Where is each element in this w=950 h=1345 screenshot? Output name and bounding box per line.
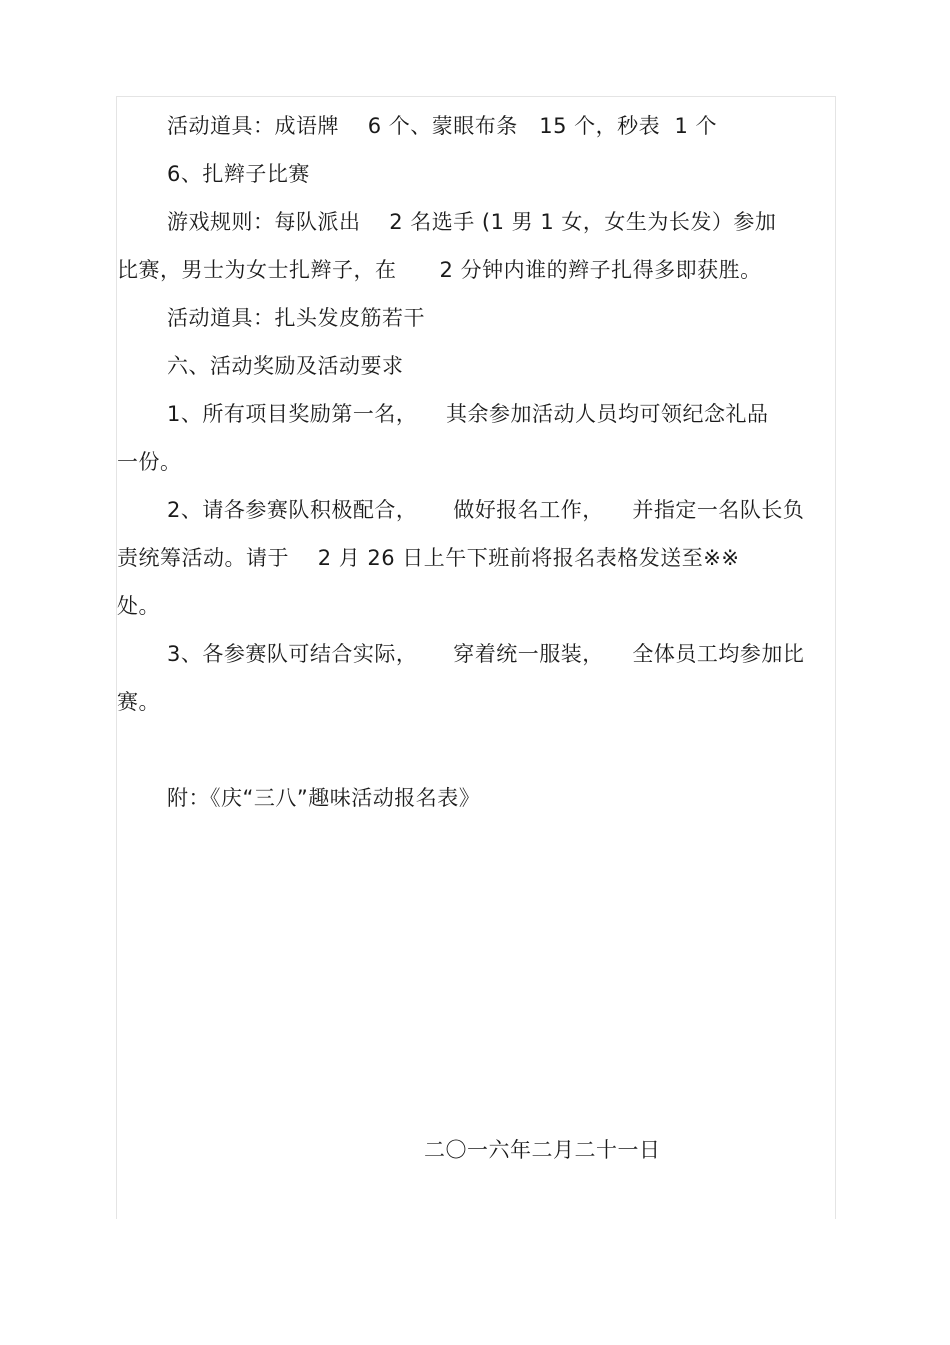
props-line: 活动道具：成语牌 6 个、蒙眼布条 15 个，秒表 1 个: [167, 114, 718, 138]
rules-line: 游戏规则：每队派出 2 名选手 (1 男 1 女，女生为长发）参加: [167, 210, 777, 234]
reward-item-3-continued: 赛。: [117, 690, 160, 714]
section-rewards-heading: 六、活动奖励及活动要求: [167, 354, 404, 378]
reward-item-2: 2、请各参赛队积极配合， 做好报名工作， 并指定一名队长负: [167, 498, 805, 522]
reward-item-1: 1、所有项目奖励第一名， 其余参加活动人员均可领纪念礼品: [167, 402, 769, 426]
rules-line-continued: 比赛，男士为女士扎辫子，在 2 分钟内谁的辫子扎得多即获胜。: [117, 258, 762, 282]
reward-item-2-end: 处。: [117, 594, 160, 618]
attachment-note: 附：《庆“三八”趣味活动报名表》: [167, 786, 481, 810]
section-braid-contest: 6、扎辫子比赛: [167, 162, 310, 186]
document-date: 二〇一六年二月二十一日: [424, 1138, 661, 1162]
reward-item-2-continued: 责统筹活动。请于 2 月 26 日上午下班前将报名表格发送至※※: [117, 546, 740, 570]
reward-item-3: 3、各参赛队可结合实际， 穿着统一服装， 全体员工均参加比: [167, 642, 805, 666]
props-line-braid: 活动道具：扎头发皮筋若干: [167, 306, 425, 330]
reward-item-1-continued: 一份。: [117, 450, 182, 474]
